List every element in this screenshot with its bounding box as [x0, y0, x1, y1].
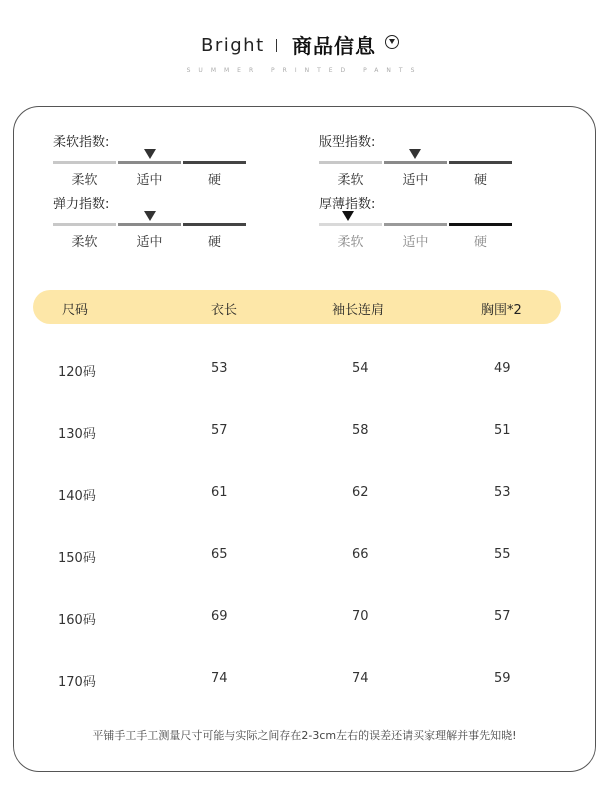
- scale-label-hard: 硬: [207, 235, 221, 250]
- page-header: [0, 28, 609, 68]
- sleeve-cell: 54: [352, 361, 369, 376]
- scale-label-soft: 柔软: [71, 173, 98, 188]
- chest-cell: 57: [494, 609, 511, 624]
- scale-segment-soft: [53, 223, 116, 226]
- selected-marker-icon: [144, 149, 156, 159]
- index-label: 厚薄指数:: [319, 197, 376, 212]
- scale-segment-soft: [53, 161, 116, 164]
- scale-label-medium: 适中: [136, 173, 163, 188]
- scale-segment-hard: [449, 223, 512, 226]
- column-header-chest: 胸围*2: [481, 303, 522, 318]
- sleeve-cell: 70: [352, 609, 369, 624]
- scale-segment-soft: [319, 161, 382, 164]
- page-subtitle: SUMMER PRINTED PANTS: [186, 67, 423, 74]
- size-cell: 150码: [58, 551, 96, 566]
- size-cell: 120码: [58, 365, 96, 380]
- size-cell: 160码: [58, 613, 96, 628]
- chest-cell: 49: [494, 361, 511, 376]
- size-cell: 170码: [58, 675, 96, 690]
- scale-segment-medium: [384, 161, 447, 164]
- header-divider: [276, 39, 277, 52]
- chest-cell: 51: [494, 423, 511, 438]
- scale-segment-hard: [183, 223, 246, 226]
- chest-cell: 59: [494, 671, 511, 686]
- chest-cell: 55: [494, 547, 511, 562]
- size-table-header: [33, 290, 561, 324]
- index-label: 版型指数:: [319, 135, 376, 150]
- scale-label-soft: 柔软: [71, 235, 98, 250]
- column-header-sleeve: 袖长连肩: [332, 303, 385, 318]
- scale-label-hard: 硬: [207, 173, 221, 188]
- scale-label-medium: 适中: [402, 235, 429, 250]
- selected-marker-icon: [342, 211, 354, 221]
- scale-label-medium: 适中: [402, 173, 429, 188]
- length-cell: 65: [211, 547, 228, 562]
- chest-cell: 53: [494, 485, 511, 500]
- size-cell: 130码: [58, 427, 96, 442]
- scale-label-hard: 硬: [473, 173, 487, 188]
- sleeve-cell: 66: [352, 547, 369, 562]
- sleeve-cell: 58: [352, 423, 369, 438]
- sleeve-cell: 74: [352, 671, 369, 686]
- scale-label-hard: 硬: [473, 235, 487, 250]
- length-cell: 53: [211, 361, 228, 376]
- sleeve-cell: 62: [352, 485, 369, 500]
- length-cell: 69: [211, 609, 228, 624]
- selected-marker-icon: [409, 149, 421, 159]
- chevron-down-circle-icon: [385, 35, 399, 49]
- scale-segment-hard: [183, 161, 246, 164]
- index-label: 柔软指数:: [53, 135, 110, 150]
- selected-marker-icon: [144, 211, 156, 221]
- column-header-length: 衣长: [211, 303, 238, 318]
- index-label: 弹力指数:: [53, 197, 110, 212]
- size-cell: 140码: [58, 489, 96, 504]
- scale-label-medium: 适中: [136, 235, 163, 250]
- scale-segment-medium: [384, 223, 447, 226]
- column-header-size: 尺码: [62, 303, 89, 318]
- scale-segment-hard: [449, 161, 512, 164]
- length-cell: 61: [211, 485, 228, 500]
- scale-segment-medium: [118, 223, 181, 226]
- scale-label-soft: 柔软: [337, 235, 364, 250]
- measurement-footnote: 平铺手工手工测量尺寸可能与实际之间存在2-3cm左右的误差还请买家理解并事先知晓!: [92, 729, 517, 742]
- scale-segment-medium: [118, 161, 181, 164]
- scale-segment-soft: [319, 223, 382, 226]
- scale-label-soft: 柔软: [337, 173, 364, 188]
- length-cell: 74: [211, 671, 228, 686]
- brand-name: Bright: [201, 35, 265, 56]
- length-cell: 57: [211, 423, 228, 438]
- page-title: 商品信息: [292, 34, 376, 58]
